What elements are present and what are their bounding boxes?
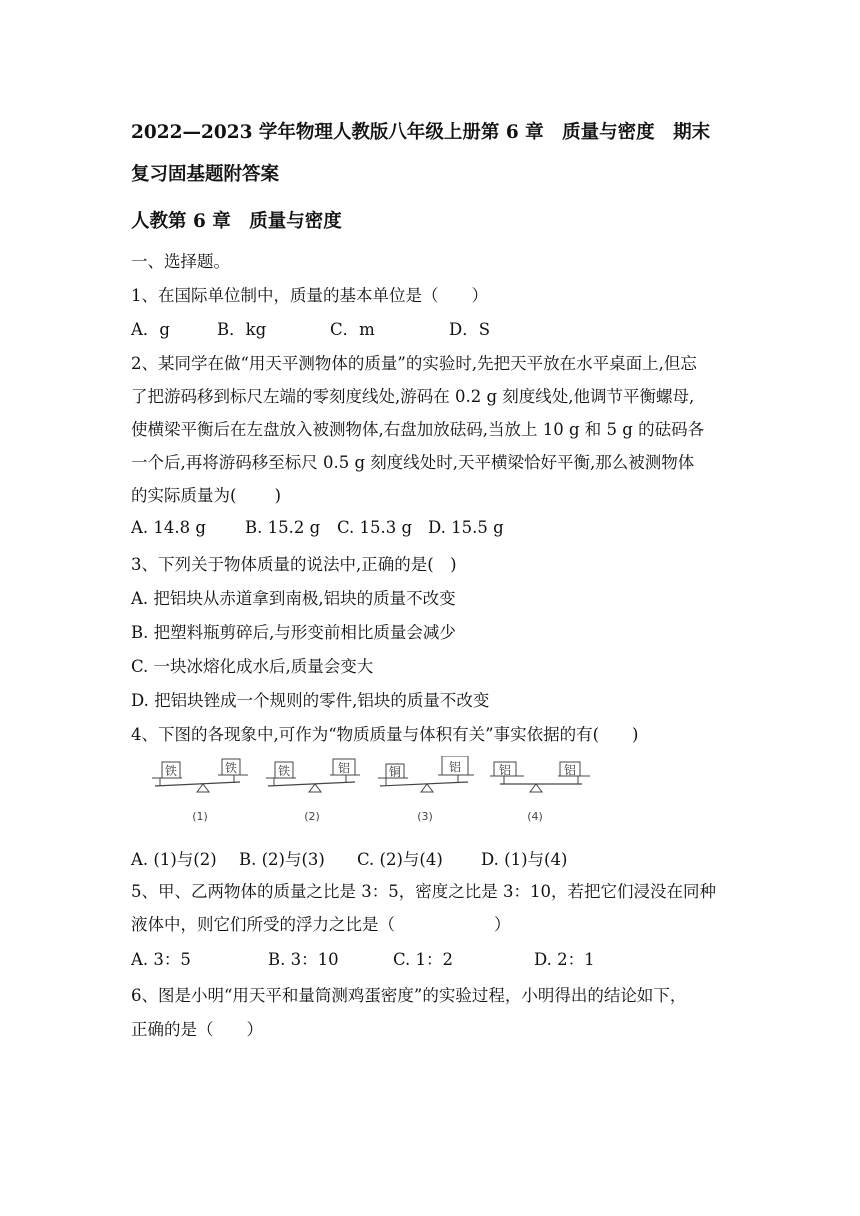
option-d: D．S xyxy=(449,320,491,339)
question-3-option-d: D. 把铝块锉成一个规则的零件,铝块的质量不改变 xyxy=(131,691,490,710)
figure-number: (1) xyxy=(192,810,208,823)
question-2-line-4: 一个后,再将游码移至标尺 0.5 g 刻度线处时,天平横梁恰好平衡,那么被测物体 xyxy=(131,453,695,472)
option-d: D. (1)与(4) xyxy=(481,850,568,869)
block-right-label: 铝 xyxy=(563,763,577,777)
fulcrum-triangle xyxy=(197,784,209,792)
option-c: C. 1：2 xyxy=(393,950,454,969)
balance-figure xyxy=(150,756,590,828)
question-4-stem: 4、下图的各现象中,可作为“物质质量与体积有关”事实依据的有( ) xyxy=(131,725,639,744)
option-a: A. 3：5 xyxy=(131,950,191,969)
block-left-label: 铁 xyxy=(164,764,178,778)
question-1-stem: 1、在国际单位制中，质量的基本单位是（ ） xyxy=(131,286,488,305)
option-c: C. (2)与(4) xyxy=(357,850,443,869)
balance-4 xyxy=(490,762,590,823)
figure-number: (4) xyxy=(527,810,543,823)
block-left-label: 铁 xyxy=(277,764,291,778)
balance-1 xyxy=(152,759,248,823)
balance-3 xyxy=(378,756,474,823)
chapter-heading: 人教第 6 章 质量与密度 xyxy=(131,211,342,232)
figure-number: (2) xyxy=(304,810,320,823)
option-c: C．m xyxy=(330,320,375,339)
block-left-label: 铝 xyxy=(498,763,512,777)
balance-beam xyxy=(380,782,468,786)
question-3-option-b: B. 把塑料瓶剪碎后,与形变前相比质量会减少 xyxy=(131,623,456,642)
question-2-line-1: 2、某同学在做“用天平测物体的质量”的实验时,先把天平放在水平桌面上,但忘 xyxy=(131,354,697,373)
option-d: D. 15.5 g xyxy=(428,518,504,537)
question-6-line-2: 正确的是（ ） xyxy=(131,1020,263,1039)
balance-beam xyxy=(155,782,240,786)
fulcrum-triangle xyxy=(309,784,321,792)
question-3-option-c: C. 一块冰熔化成水后,质量会变大 xyxy=(131,657,374,676)
question-2-line-2: 了把游码移到标尺左端的零刻度线处,游码在 0.2 g 刻度线处,他调节平衡螺母, xyxy=(131,387,695,406)
question-2-line-3: 使横梁平衡后在左盘放入被测物体,右盘加放砝码,当放上 10 g 和 5 g 的砝码各 xyxy=(131,420,705,439)
option-b: B. (2)与(3) xyxy=(239,850,325,869)
fulcrum-triangle xyxy=(530,784,542,792)
fulcrum-triangle xyxy=(421,784,433,792)
question-5-line-1: 5、甲、乙两物体的质量之比是 3：5，密度之比是 3：10，若把它们浸没在同种 xyxy=(131,882,716,901)
option-b: B. 15.2 g xyxy=(245,518,321,537)
block-right-label: 铁 xyxy=(224,761,238,775)
option-b: B. 3：10 xyxy=(268,950,339,969)
question-5-line-2: 液体中，则它们所受的浮力之比是（ ） xyxy=(131,915,511,934)
question-3-stem: 3、下列关于物体质量的说法中,正确的是( ) xyxy=(131,555,457,574)
section-heading: 一、选择题。 xyxy=(131,252,230,271)
option-a: A．g xyxy=(131,320,170,339)
document-title-line-2: 复习固基题附答案 xyxy=(131,164,280,185)
option-d: D. 2：1 xyxy=(534,950,595,969)
option-a: A. (1)与(2) xyxy=(131,850,217,869)
document-title-line-1: 2022—2023 学年物理人教版八年级上册第 6 章 质量与密度 期末 xyxy=(131,122,711,143)
option-b: B．kg xyxy=(217,320,267,339)
block-left-label: 铜 xyxy=(388,765,402,779)
question-6-line-1: 6、图是小明“用天平和量筒测鸡蛋密度”的实验过程，小明得出的结论如下， xyxy=(131,986,687,1005)
balance-2 xyxy=(266,759,360,823)
block-right-label: 铝 xyxy=(337,761,351,775)
block-right-label: 铝 xyxy=(448,760,462,774)
option-c: C. 15.3 g xyxy=(337,518,413,537)
balance-beam xyxy=(268,782,355,786)
option-a: A. 14.8 g xyxy=(131,518,206,537)
question-2-line-5: 的实际质量为( ) xyxy=(131,486,282,505)
question-3-option-a: A. 把铝块从赤道拿到南极,铝块的质量不改变 xyxy=(131,589,456,608)
figure-number: (3) xyxy=(417,810,433,823)
